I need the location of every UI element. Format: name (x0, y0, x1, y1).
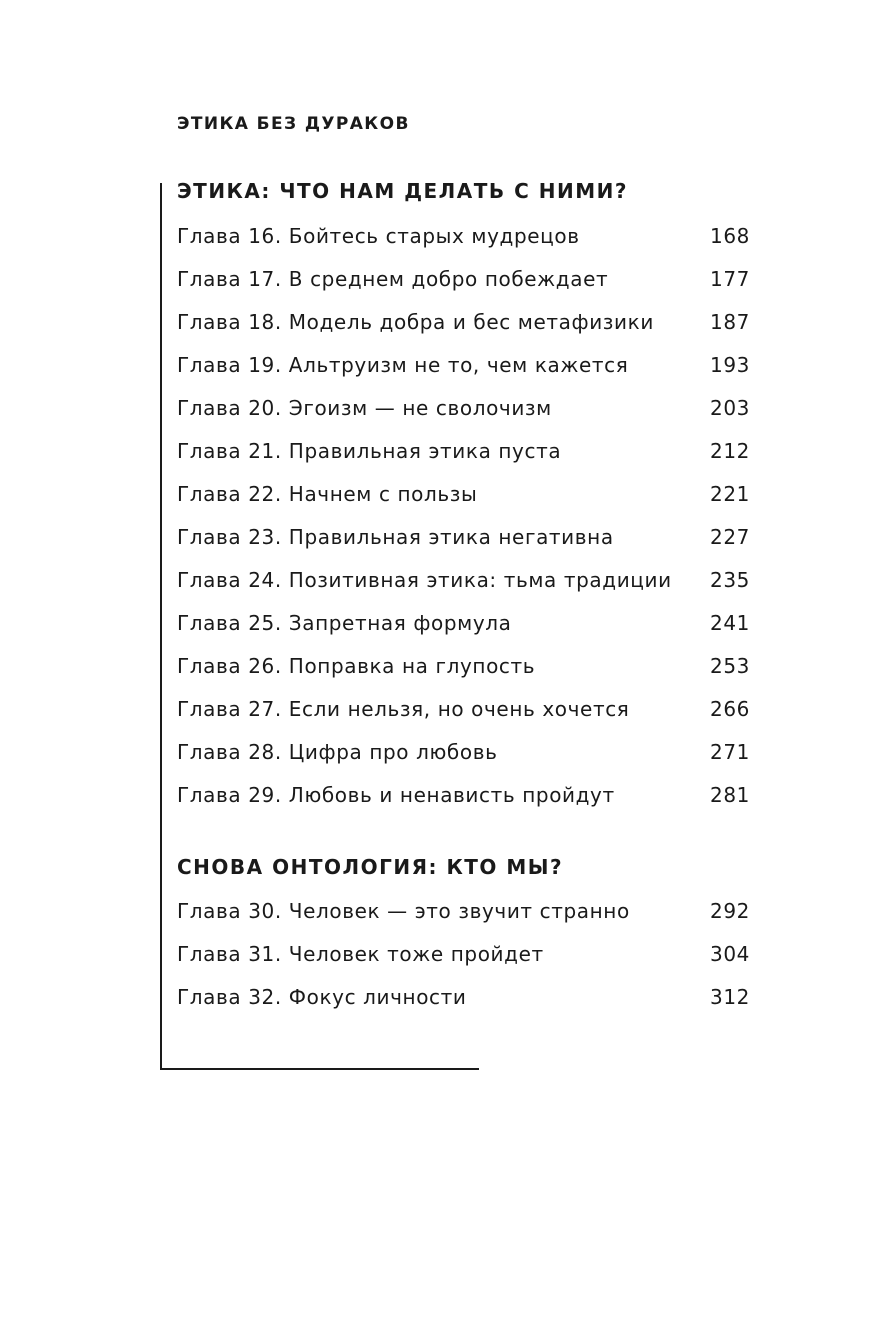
horizontal-rule (160, 1068, 479, 1070)
toc-entry[interactable] (177, 942, 750, 985)
toc-list-ontology (177, 899, 750, 1028)
toc-entry[interactable] (177, 568, 750, 611)
toc-entry[interactable] (177, 697, 750, 740)
toc-entry-page: 292 (710, 899, 750, 923)
toc-entry[interactable] (177, 353, 750, 396)
toc-entry-page: 193 (710, 353, 750, 377)
toc-entry-page: 266 (710, 697, 750, 721)
toc-entry-page: 212 (710, 439, 750, 463)
toc-entry[interactable] (177, 310, 750, 353)
toc-entry-page: 235 (710, 568, 750, 592)
toc-entry-page: 203 (710, 396, 750, 420)
toc-entry-title: Глава 21. Правильная этика пуста (177, 439, 562, 463)
toc-entry[interactable] (177, 525, 750, 568)
toc-entry[interactable] (177, 654, 750, 697)
toc-entry-title: Глава 26. Поправка на глупость (177, 654, 536, 678)
toc-entry-page: 241 (710, 611, 750, 635)
toc-entry-page: 312 (710, 985, 750, 1009)
toc-entry-title: Глава 29. Любовь и ненависть пройдут (177, 783, 615, 807)
toc-entry-page: 253 (710, 654, 750, 678)
toc-entry-title: Глава 28. Цифра про любовь (177, 740, 498, 764)
toc-entry-page: 221 (710, 482, 750, 506)
toc-entry-title: Глава 25. Запретная формула (177, 611, 512, 635)
toc-entry[interactable] (177, 783, 750, 826)
toc-entry[interactable] (177, 439, 750, 482)
vertical-rule (160, 183, 162, 1070)
toc-entry-title: Глава 17. В среднем добро побеждает (177, 267, 609, 291)
toc-entry-title: Глава 20. Эгоизм — не сволочизм (177, 396, 552, 420)
toc-entry[interactable] (177, 267, 750, 310)
toc-entry-title: Глава 18. Модель добра и бес метафизики (177, 310, 654, 334)
toc-entry-title: Глава 32. Фокус личности (177, 985, 467, 1009)
toc-entry[interactable] (177, 985, 750, 1028)
running-head: ЭТИКА БЕЗ ДУРАКОВ (177, 114, 410, 134)
toc-entry[interactable] (177, 482, 750, 525)
toc-entry-title: Глава 16. Бойтесь старых мудрецов (177, 224, 580, 248)
toc-entry-title: Глава 31. Человек тоже пройдет (177, 942, 544, 966)
toc-entry[interactable] (177, 740, 750, 783)
toc-entry[interactable] (177, 899, 750, 942)
toc-entry-title: Глава 27. Если нельзя, но очень хочется (177, 697, 630, 721)
toc-entry-page: 168 (710, 224, 750, 248)
toc-entry-page: 281 (710, 783, 750, 807)
toc-entry-title: Глава 23. Правильная этика негативна (177, 525, 614, 549)
toc-entry-page: 187 (710, 310, 750, 334)
section-title-ethics: ЭТИКА: ЧТО НАМ ДЕЛАТЬ С НИМИ? (177, 179, 628, 203)
toc-entry[interactable] (177, 611, 750, 654)
toc-entry-page: 227 (710, 525, 750, 549)
toc-entry-title: Глава 24. Позитивная этика: тьма традиции (177, 568, 672, 592)
toc-entry[interactable] (177, 224, 750, 267)
toc-entry-page: 177 (710, 267, 750, 291)
toc-entry-page: 304 (710, 942, 750, 966)
section-title-ontology: СНОВА ОНТОЛОГИЯ: КТО МЫ? (177, 855, 564, 879)
toc-entry-title: Глава 22. Начнем с пользы (177, 482, 478, 506)
toc-entry-title: Глава 19. Альтруизм не то, чем кажется (177, 353, 629, 377)
toc-entry[interactable] (177, 396, 750, 439)
toc-list-ethics (177, 224, 750, 826)
toc-entry-page: 271 (710, 740, 750, 764)
toc-entry-title: Глава 30. Человек — это звучит странно (177, 899, 630, 923)
